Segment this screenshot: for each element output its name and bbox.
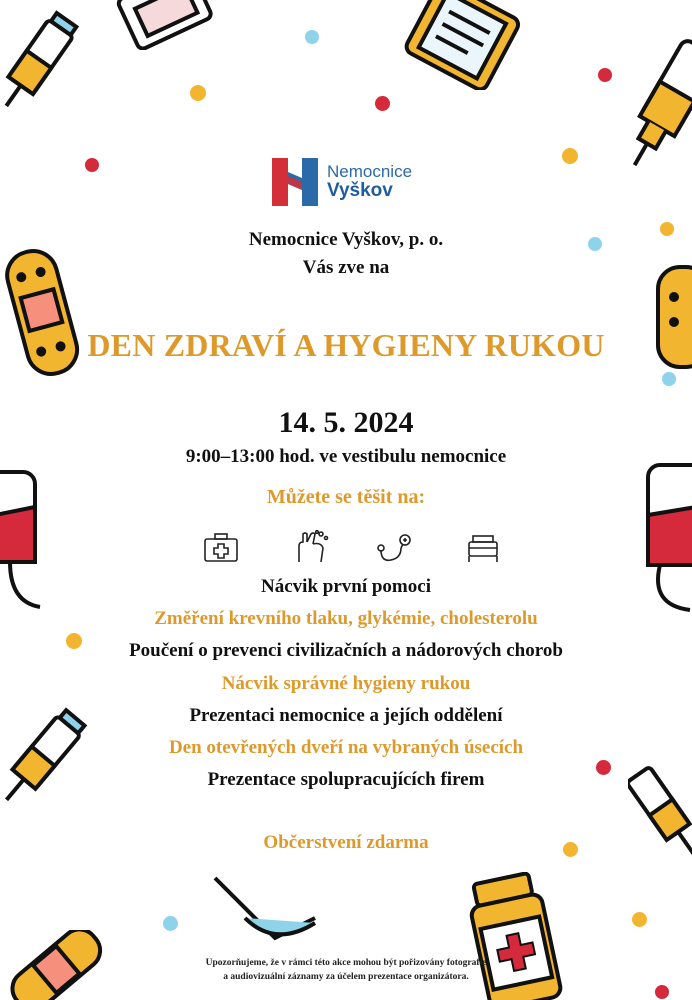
- document-illustration: [395, 0, 525, 90]
- hand-washing-icon: [291, 528, 331, 568]
- organizer-name: Nemocnice Vyškov, p. o.: [248, 229, 444, 250]
- program-item: Prezentaci nemocnice a jejích oddělení: [189, 705, 503, 726]
- hospital-logo-mark-icon: [272, 158, 320, 206]
- program-item: Nácvik správné hygieny rukou: [221, 673, 471, 694]
- logo-text-line1: Nemocnice: [327, 162, 413, 181]
- hospital-bed-icon: [463, 528, 503, 568]
- decor-dot: [305, 30, 319, 44]
- program-item: Den otevřených dveří na vybraných úsecích: [168, 737, 524, 758]
- stethoscope-icon: [375, 528, 415, 568]
- decor-dot: [190, 85, 206, 101]
- photo-notice-line1: Upozorňujeme, že v rámci této akce mohou být pořizovány fotografie: [205, 958, 487, 968]
- decor-dot: [598, 68, 612, 82]
- hospital-logo: [272, 158, 422, 208]
- decor-dot: [655, 985, 669, 999]
- first-aid-kit-icon: [201, 528, 241, 568]
- photo-notice: [0, 956, 692, 984]
- program-item: Změření krevního tlaku, glykémie, cholesterolu: [154, 608, 538, 629]
- program-item: Prezentace spolupracujících firem: [207, 769, 485, 790]
- decor-dot: [85, 158, 99, 172]
- program-icons: [195, 528, 505, 572]
- decor-dot: [662, 372, 676, 386]
- invite-text: Vás zve na: [302, 257, 390, 278]
- event-time-place: 9:00–13:00 hod. ve vestibulu nemocnice: [185, 446, 507, 467]
- photo-notice-line2: a audiovizuální záznamy za účelem prezentace organizátora.: [223, 972, 469, 982]
- event-date: 14. 5. 2024: [278, 406, 414, 439]
- logo-text-line2: Vyškov: [327, 180, 393, 201]
- thermometer-illustration: [205, 868, 345, 948]
- decor-dot: [632, 912, 647, 927]
- program-heading: Můžete se těšit na:: [266, 486, 426, 508]
- refreshments-text: Občerstvení zdarma: [263, 832, 429, 853]
- event-title: DEN ZDRAVÍ A HYGIENY RUKOU: [87, 327, 605, 363]
- syringe-illustration: [0, 10, 80, 120]
- decor-dot: [562, 148, 578, 164]
- clipboard-illustration: [115, 0, 225, 50]
- decor-dot: [375, 96, 390, 111]
- program-item: Poučení o prevenci civilizačních a nádorových chorob: [129, 640, 563, 661]
- program-item: Nácvik první pomoci: [261, 576, 431, 597]
- decor-dot: [163, 916, 178, 931]
- iv-bag-illustration: [632, 28, 692, 178]
